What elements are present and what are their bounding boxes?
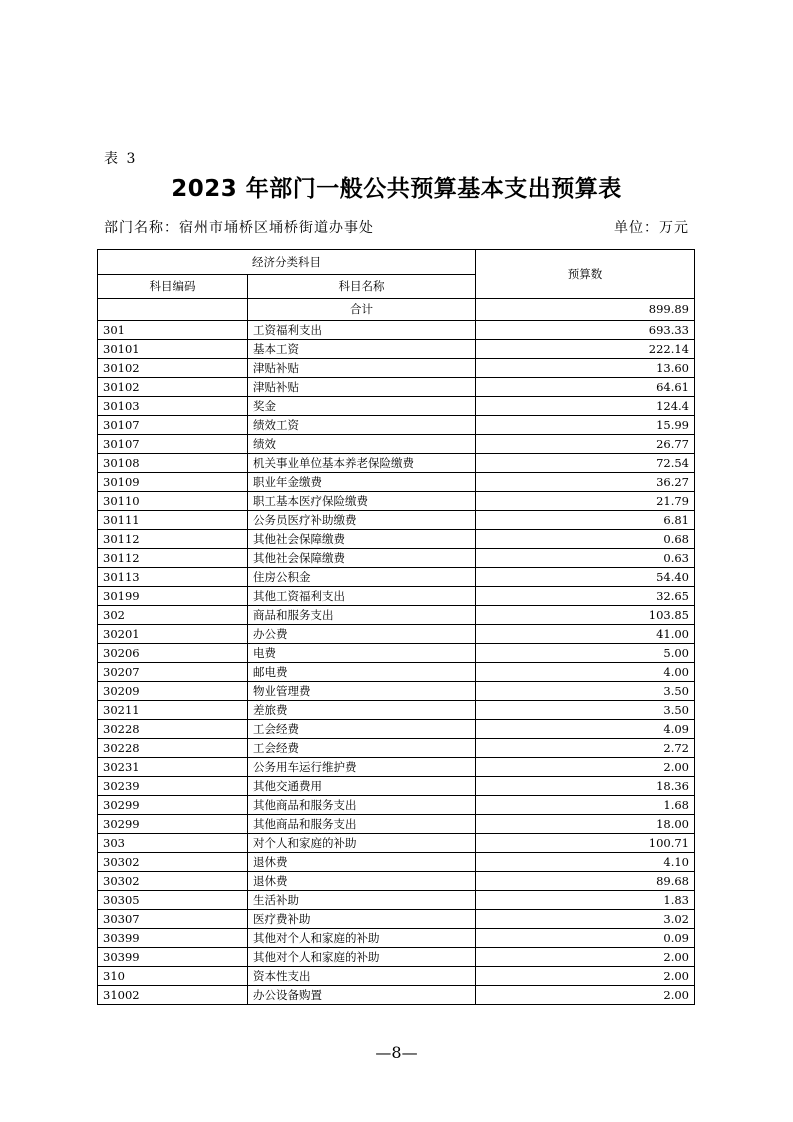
subject-code-cell: 30305 <box>98 891 248 910</box>
table-row <box>98 644 695 663</box>
budget-amount-cell: 18.00 <box>476 815 695 834</box>
subject-code-cell: 30307 <box>98 910 248 929</box>
budget-amount-cell: 72.54 <box>476 454 695 473</box>
subject-name-cell: 办公费 <box>248 625 476 644</box>
budget-amount-cell: 1.83 <box>476 891 695 910</box>
subject-name-cell: 机关事业单位基本养老保险缴费 <box>248 454 476 473</box>
subject-name-cell: 其他交通费用 <box>248 777 476 796</box>
subject-code-cell: 30109 <box>98 473 248 492</box>
table-row <box>98 891 695 910</box>
subject-code-cell: 30113 <box>98 568 248 587</box>
subject-code-cell: 30102 <box>98 359 248 378</box>
subject-name-cell: 退休费 <box>248 853 476 872</box>
subject-name-cell: 津贴补贴 <box>248 378 476 397</box>
subject-code-cell: 30107 <box>98 416 248 435</box>
total-row <box>98 299 695 321</box>
subject-name-cell: 其他社会保障缴费 <box>248 549 476 568</box>
table-row <box>98 796 695 815</box>
subject-code-cell: 30399 <box>98 929 248 948</box>
subject-name-cell: 商品和服务支出 <box>248 606 476 625</box>
table-row <box>98 359 695 378</box>
subject-name-cell: 工会经费 <box>248 739 476 758</box>
table-row <box>98 416 695 435</box>
subject-code-cell: 30231 <box>98 758 248 777</box>
subject-name-cell: 公务用车运行维护费 <box>248 758 476 777</box>
table-row <box>98 777 695 796</box>
subject-name-cell: 津贴补贴 <box>248 359 476 378</box>
table-row <box>98 492 695 511</box>
budget-amount-cell: 13.60 <box>476 359 695 378</box>
subject-code-cell: 30103 <box>98 397 248 416</box>
subject-code-cell: 30102 <box>98 378 248 397</box>
budget-table <box>97 249 695 1005</box>
table-row <box>98 929 695 948</box>
budget-amount-cell: 2.00 <box>476 986 695 1005</box>
budget-amount-cell: 4.09 <box>476 720 695 739</box>
table-row <box>98 682 695 701</box>
subject-code-cell: 30101 <box>98 340 248 359</box>
table-header-row <box>98 250 695 275</box>
table-row <box>98 530 695 549</box>
subject-code-cell: 30228 <box>98 739 248 758</box>
table-row <box>98 606 695 625</box>
table-row <box>98 378 695 397</box>
subject-code-header: 科目编码 <box>98 275 248 299</box>
table-row <box>98 986 695 1005</box>
table-row <box>98 568 695 587</box>
subject-code-cell: 30110 <box>98 492 248 511</box>
subject-code-cell: 30207 <box>98 663 248 682</box>
subject-code-cell: 310 <box>98 967 248 986</box>
table-row <box>98 454 695 473</box>
budget-amount-cell: 1.68 <box>476 796 695 815</box>
budget-amount-cell: 26.77 <box>476 435 695 454</box>
page-number: —8— <box>375 1043 418 1062</box>
table-row <box>98 720 695 739</box>
budget-amount-cell: 0.68 <box>476 530 695 549</box>
subject-code-cell: 302 <box>98 606 248 625</box>
table-row <box>98 701 695 720</box>
subject-code-cell: 30399 <box>98 948 248 967</box>
subject-name-cell: 工会经费 <box>248 720 476 739</box>
subject-name-cell: 其他商品和服务支出 <box>248 796 476 815</box>
budget-amount-cell: 2.72 <box>476 739 695 758</box>
budget-amount-cell: 18.36 <box>476 777 695 796</box>
budget-amount-cell: 3.50 <box>476 682 695 701</box>
budget-amount-cell: 103.85 <box>476 606 695 625</box>
unit-label: 单位：万元 <box>614 220 689 236</box>
subject-code-cell: 301 <box>98 321 248 340</box>
subject-name-cell: 工资福利支出 <box>248 321 476 340</box>
subject-code-cell: 30228 <box>98 720 248 739</box>
budget-amount-cell: 5.00 <box>476 644 695 663</box>
subject-code-cell: 30107 <box>98 435 248 454</box>
subject-name-cell: 职业年金缴费 <box>248 473 476 492</box>
table-row <box>98 511 695 530</box>
budget-amount-cell: 100.71 <box>476 834 695 853</box>
budget-amount-cell: 2.00 <box>476 948 695 967</box>
subject-name-cell: 其他工资福利支出 <box>248 587 476 606</box>
subject-name-header: 科目名称 <box>248 275 476 299</box>
subject-name-cell: 其他对个人和家庭的补助 <box>248 929 476 948</box>
budget-amount-cell: 693.33 <box>476 321 695 340</box>
budget-amount-cell: 32.65 <box>476 587 695 606</box>
subject-code-cell: 30209 <box>98 682 248 701</box>
subject-code-cell: 303 <box>98 834 248 853</box>
table-row <box>98 435 695 454</box>
budget-amount-cell: 6.81 <box>476 511 695 530</box>
budget-amount-cell: 2.00 <box>476 758 695 777</box>
budget-amount-cell: 54.40 <box>476 568 695 587</box>
table-row <box>98 872 695 891</box>
table-row <box>98 473 695 492</box>
budget-amount-cell: 0.09 <box>476 929 695 948</box>
subject-code-cell: 30201 <box>98 625 248 644</box>
table-row <box>98 910 695 929</box>
budget-amount-cell: 124.4 <box>476 397 695 416</box>
budget-amount-cell: 3.50 <box>476 701 695 720</box>
table-row <box>98 663 695 682</box>
subject-code-cell: 30112 <box>98 549 248 568</box>
subject-code-cell: 30302 <box>98 872 248 891</box>
total-code-cell <box>98 299 248 321</box>
table-row <box>98 625 695 644</box>
table-body <box>98 299 695 1005</box>
subject-name-cell: 基本工资 <box>248 340 476 359</box>
subject-name-cell: 办公设备购置 <box>248 986 476 1005</box>
budget-amount-cell: 4.00 <box>476 663 695 682</box>
budget-amount-cell: 15.99 <box>476 416 695 435</box>
budget-amount-header: 预算数 <box>476 250 695 299</box>
total-value: 899.89 <box>476 299 695 321</box>
table-row <box>98 967 695 986</box>
subject-name-cell: 职工基本医疗保险缴费 <box>248 492 476 511</box>
subject-code-cell: 31002 <box>98 986 248 1005</box>
subject-code-cell: 30108 <box>98 454 248 473</box>
budget-amount-cell: 64.61 <box>476 378 695 397</box>
subject-name-cell: 公务员医疗补助缴费 <box>248 511 476 530</box>
budget-amount-cell: 41.00 <box>476 625 695 644</box>
table-row <box>98 948 695 967</box>
subject-name-cell: 对个人和家庭的补助 <box>248 834 476 853</box>
subject-code-cell: 30199 <box>98 587 248 606</box>
table-row <box>98 587 695 606</box>
table-row <box>98 549 695 568</box>
subject-name-cell: 退休费 <box>248 872 476 891</box>
budget-amount-cell: 2.00 <box>476 967 695 986</box>
subject-name-cell: 奖金 <box>248 397 476 416</box>
subject-name-cell: 医疗费补助 <box>248 910 476 929</box>
table-row <box>98 758 695 777</box>
subject-name-cell: 绩效 <box>248 435 476 454</box>
table-row <box>98 321 695 340</box>
subject-code-cell: 30299 <box>98 815 248 834</box>
economic-classification-header: 经济分类科目 <box>98 250 476 275</box>
table-label: 表 3 <box>104 151 138 167</box>
budget-amount-cell: 36.27 <box>476 473 695 492</box>
subject-code-cell: 30211 <box>98 701 248 720</box>
budget-amount-cell: 21.79 <box>476 492 695 511</box>
table-row <box>98 739 695 758</box>
budget-amount-cell: 89.68 <box>476 872 695 891</box>
table-row <box>98 853 695 872</box>
subject-name-cell: 差旅费 <box>248 701 476 720</box>
total-label: 合计 <box>248 299 476 321</box>
subject-name-cell: 绩效工资 <box>248 416 476 435</box>
subject-name-cell: 电费 <box>248 644 476 663</box>
department-name: 部门名称：宿州市埇桥区埇桥街道办事处 <box>104 220 374 236</box>
budget-amount-cell: 3.02 <box>476 910 695 929</box>
subject-name-cell: 物业管理费 <box>248 682 476 701</box>
table-row <box>98 397 695 416</box>
budget-amount-cell: 222.14 <box>476 340 695 359</box>
subject-code-cell: 30302 <box>98 853 248 872</box>
table-row <box>98 834 695 853</box>
subject-name-cell: 资本性支出 <box>248 967 476 986</box>
document-title: 2023 年部门一般公共预算基本支出预算表 <box>171 176 622 202</box>
budget-amount-cell: 0.63 <box>476 549 695 568</box>
table-row <box>98 340 695 359</box>
subject-code-cell: 30299 <box>98 796 248 815</box>
subject-code-cell: 30111 <box>98 511 248 530</box>
subject-name-cell: 其他商品和服务支出 <box>248 815 476 834</box>
subject-code-cell: 30239 <box>98 777 248 796</box>
subject-code-cell: 30112 <box>98 530 248 549</box>
subject-name-cell: 其他对个人和家庭的补助 <box>248 948 476 967</box>
subject-name-cell: 其他社会保障缴费 <box>248 530 476 549</box>
subject-name-cell: 住房公积金 <box>248 568 476 587</box>
subject-code-cell: 30206 <box>98 644 248 663</box>
subject-name-cell: 邮电费 <box>248 663 476 682</box>
budget-amount-cell: 4.10 <box>476 853 695 872</box>
subject-name-cell: 生活补助 <box>248 891 476 910</box>
table-row <box>98 815 695 834</box>
